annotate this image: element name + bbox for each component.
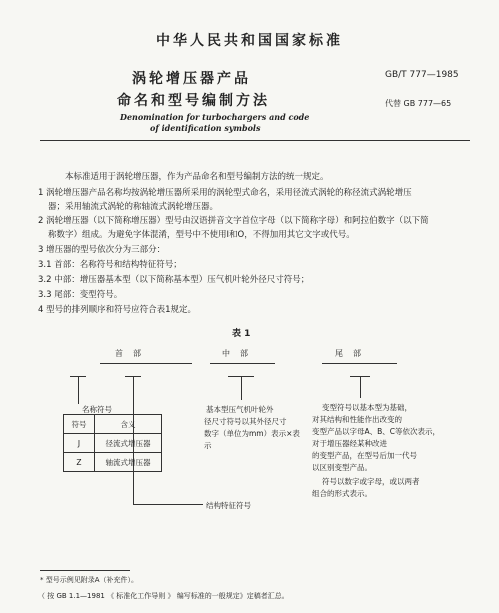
table-cell: J	[64, 434, 95, 453]
table-cell: 径流式增压器	[95, 434, 162, 453]
standard-number: GB/T 777—1985	[385, 70, 459, 80]
column-header: 含义	[95, 415, 162, 434]
body-line: 3.2 中部：增压器基本型（以下简称基本型）压气机叶轮外径尺寸符号；	[38, 275, 310, 285]
footnote: （ 按 GB 1.1—1981 《 标准化工作导则 》 编写标准的一般规定》定稿者汇总。	[38, 592, 289, 600]
national-standard-header: 中华人民共和国国家标准	[156, 33, 343, 49]
body-line: 2 涡轮增压器（以下简称增压器）型号由汉语拼音文字首位字母（以下简称字母）和阿拉伯数字（以下简	[38, 216, 429, 226]
title-line-1: 涡轮增压器产品	[132, 71, 251, 87]
tail-underline	[322, 363, 397, 364]
body-line: 3.1 首部：名称符号和结构特征符号；	[38, 260, 182, 270]
body-line: 3 增压器的型号依次分为三部分：	[38, 245, 166, 255]
tail-description-line: 对其结构和性能作出改变的	[312, 415, 402, 424]
table-cell: 轴流式增压器	[95, 453, 162, 472]
mid-description-line: 示	[204, 441, 212, 450]
tail-description-line: 组合的形式表示。	[312, 489, 372, 498]
connector-line	[133, 504, 203, 505]
table-cell: Z	[64, 453, 95, 472]
column-header: 符号	[64, 415, 95, 434]
connector-line	[78, 376, 79, 404]
table-row	[64, 453, 162, 472]
structure-symbol-label: 结构特征符号	[206, 501, 251, 510]
replaces-note: 代替 GB 777—65	[385, 99, 452, 108]
table-header-row	[64, 415, 162, 434]
table-title: 表 1	[232, 329, 251, 339]
name-symbol-table	[63, 414, 162, 472]
tail-description-line: 的变型产品，在型号后加一代号	[312, 451, 417, 460]
connector-line	[360, 376, 361, 398]
body-line: 器；采用轴流式涡轮的称轴流式涡轮增压器。	[48, 202, 219, 212]
tail-description-line: 以区别变型产品。	[312, 463, 372, 472]
title-line-2: 命名和型号编制方法	[117, 93, 270, 109]
body-line: 3.3 尾部：变型符号。	[38, 290, 123, 300]
tail-description-line: 变型符号以基本型为基础，	[322, 403, 412, 412]
mid-underline	[210, 363, 275, 364]
body-line: 1 涡轮增压器产品名称均按涡轮增压器所采用的涡轮型式命名，采用径流式涡轮的称径流式涡轮增压	[38, 188, 412, 198]
mid-description-line: 基本型压气机叶轮外	[206, 405, 274, 414]
tail-section-label: 尾部	[335, 349, 371, 358]
tail-description-line: 对于增压器经某种改进	[312, 439, 387, 448]
english-title-line-1: Denomination for turbochargers and code	[120, 112, 310, 122]
body-line: 4 型号的排列顺序和符号应符合表1规定。	[38, 305, 197, 315]
name-symbol-header: 名称符号	[82, 405, 112, 414]
mid-description-line: 径尺寸符号以其外径尺寸	[204, 417, 287, 426]
english-title-line-2: of identification symbols	[150, 123, 261, 133]
mid-section-label: 中部	[222, 349, 258, 358]
connector-line	[241, 376, 242, 400]
footnote: * 型号示例见附录A（补充件）。	[40, 576, 139, 584]
table-row	[64, 434, 162, 453]
tail-description-line: 符号以数字或字母，或以两者	[322, 477, 420, 486]
body-line: 称数字）组成。为避免字体混淆，型号中不使用I和O，不得加用其它文字或代号。	[48, 230, 355, 240]
head-underline	[100, 363, 192, 364]
intro-paragraph: 本标准适用于涡轮增压器，作为产品命名和型号编制方法的统一规定。	[65, 172, 329, 182]
divider	[40, 140, 470, 141]
footnote-divider	[40, 570, 130, 571]
head-section-label: 首部	[115, 349, 151, 358]
mid-description-line: 数字（单位为mm）表示×表	[204, 429, 300, 438]
tail-description-line: 变型产品以字母A、B、C等依次表示，	[312, 427, 441, 436]
